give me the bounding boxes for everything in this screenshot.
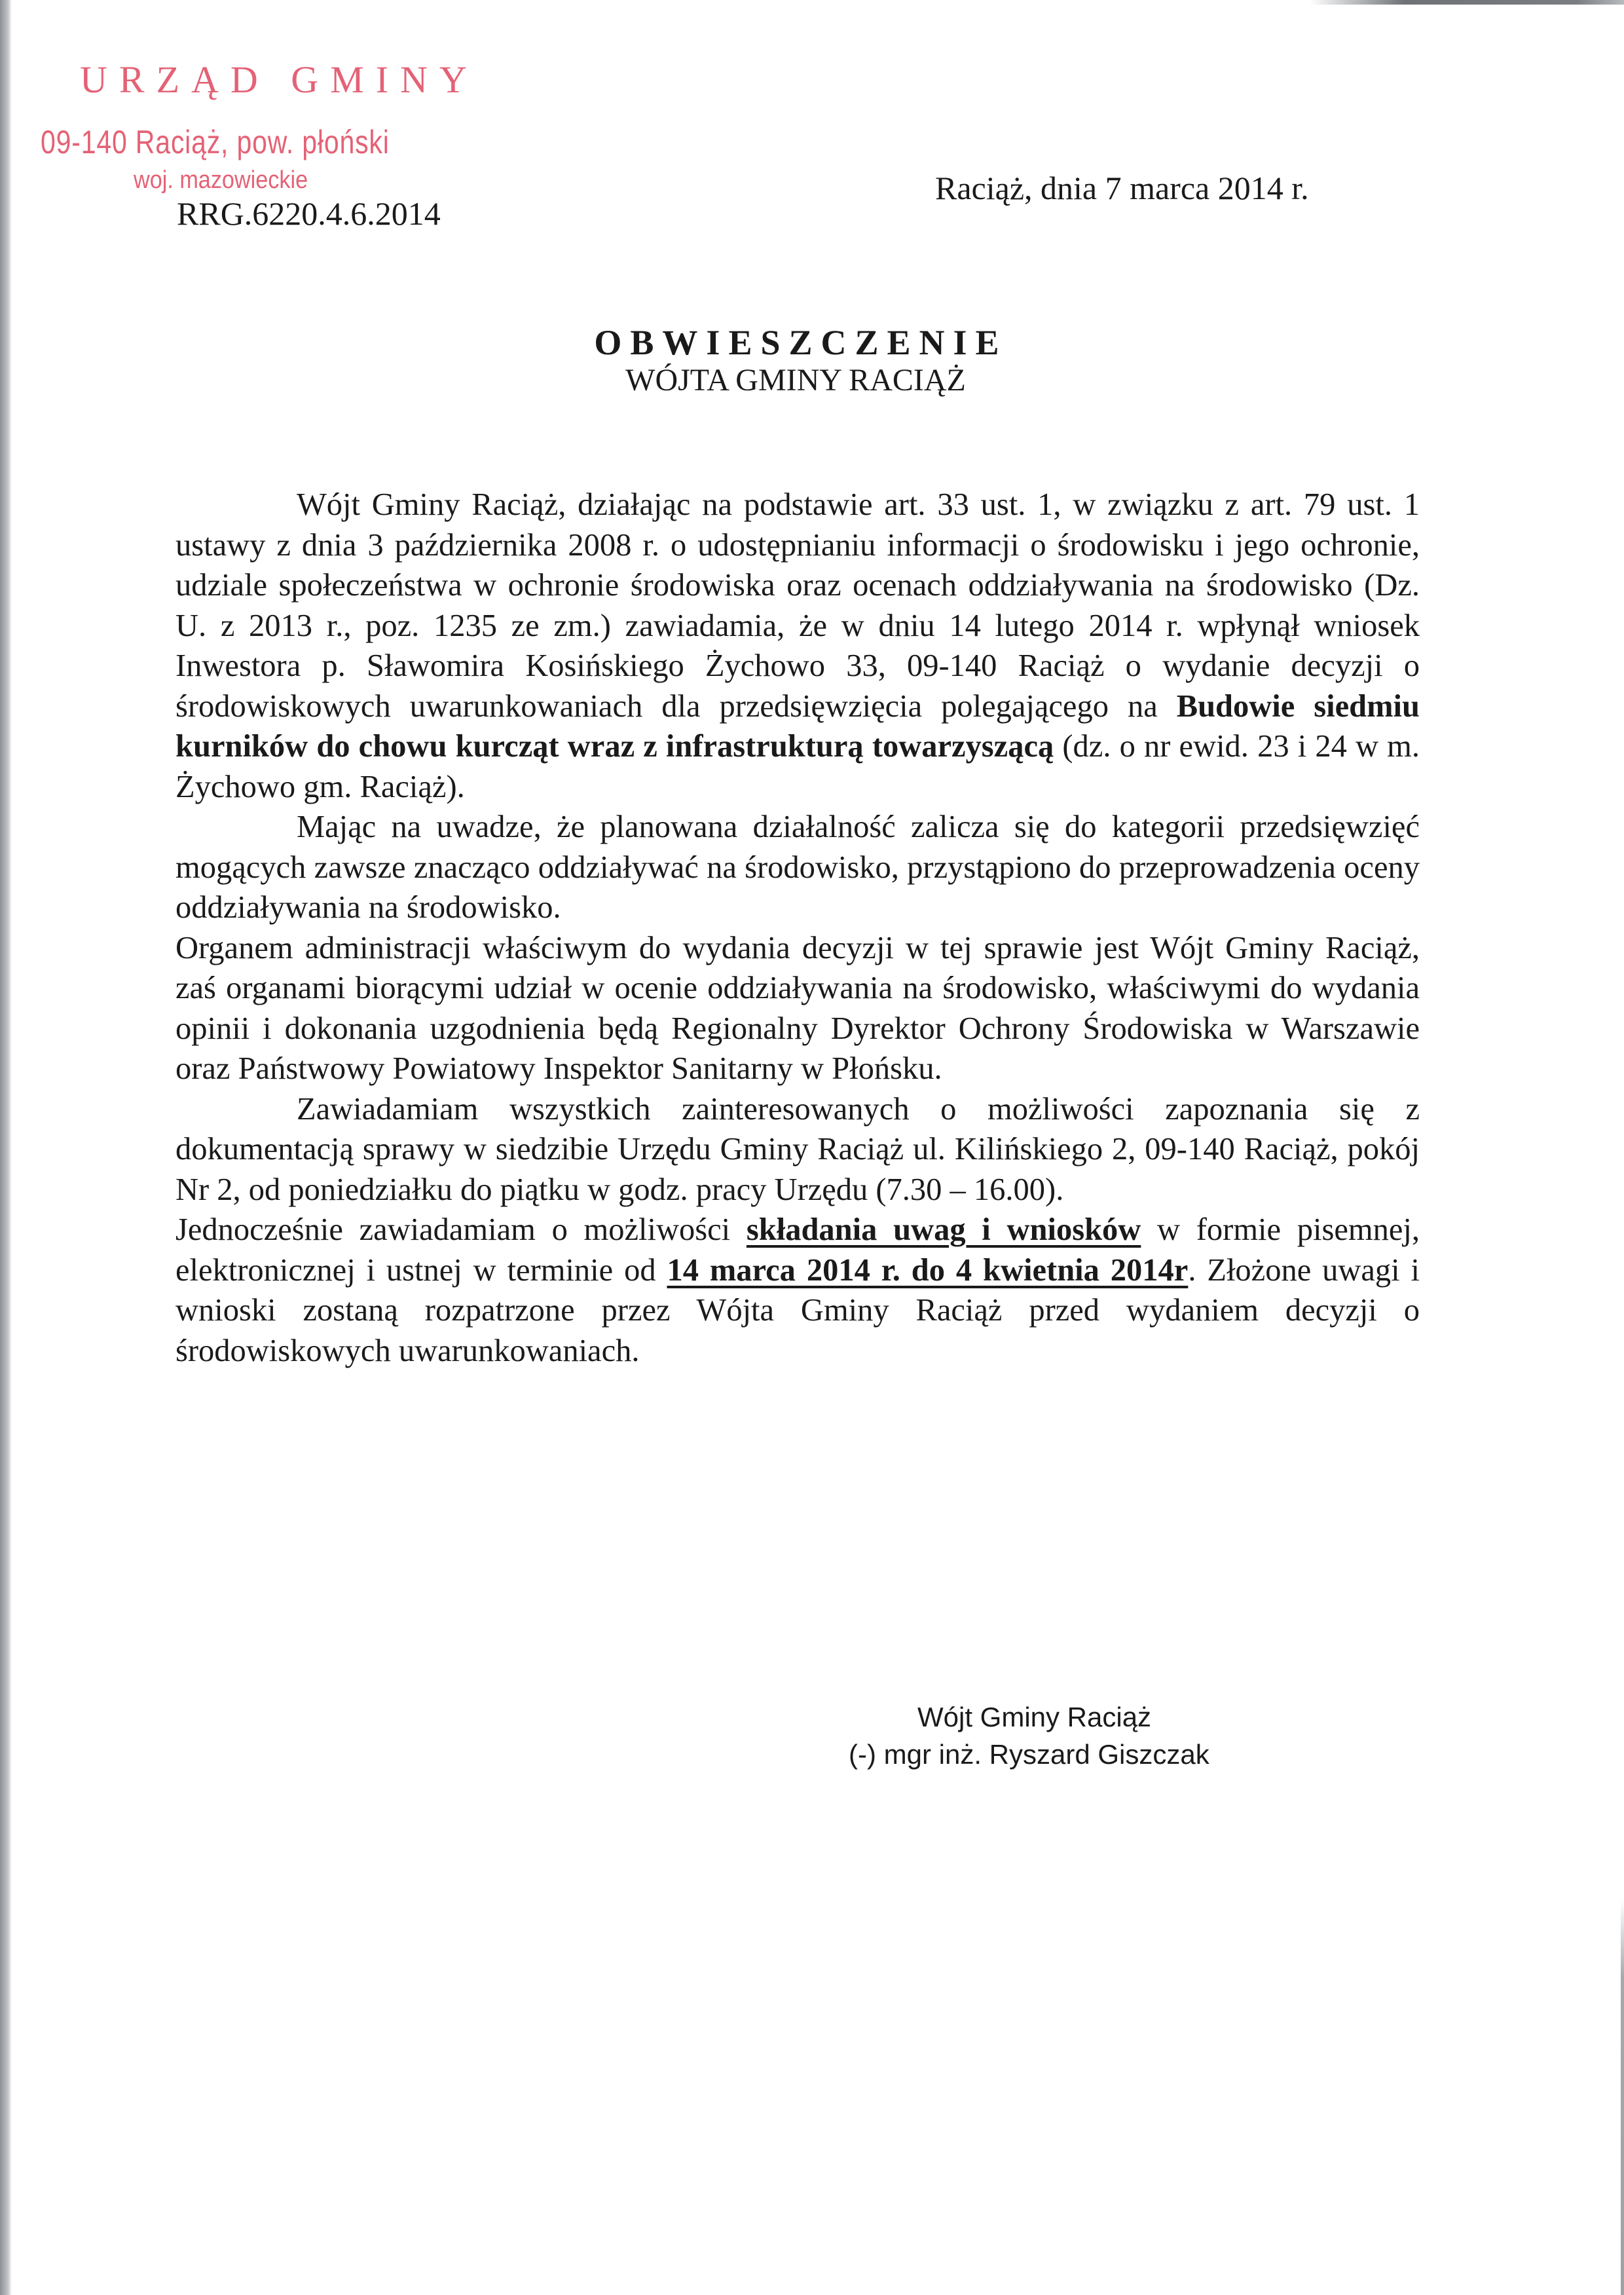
paragraph-comments-form: w formie pisemnej, elektronicznej i ustnej w terminie od	[175, 1212, 1420, 1288]
scan-edge-right	[1621, 1899, 1624, 2295]
scan-edge-top	[1310, 0, 1624, 5]
paragraph-authorities: Organem administracji właściwym do wydania decyzji w tej sprawie jest Wójt Gminy Raciąż, zaś organami biorącymi udział w ocenie oddziaływania na środowisko, właściwymi do wydania opinii i dokonania uzgodnienia będą Regionalny Dyrektor Ochrony Środowiska w Warszawie oraz Państwowy Powiatowy Inspektor Sanitarny w Płońsku.	[175, 930, 1420, 1086]
paragraph-application-text: Wójt Gminy Raciąż, działając na podstawie art. 33 ust. 1, w związku z art. 79 ust. 1 ustawy z dnia 3 października 2008 r. o udostępnianiu informacji o środowisku i jego ochronie, udziale społeczeństwa w ochronie środowiska oraz ocenach oddziaływania na środowisko (Dz. U. z 2013 r., poz. 1235 ze zm.) zawiadamia, że w dniu 14 lutego 2014 r. wpłynął wniosek Inwestora p. Sławomira Kosińskiego Żychowo 33, 09-140 Raciąż o wydanie decyzji o środowiskowych uwarunkowaniach dla przedsięwzięcia polegającego na	[175, 487, 1420, 724]
document-subtitle-text: WÓJTA GMINY RACIĄŻ	[625, 363, 966, 398]
paragraph-comments-closing: . Złożone uwagi i wnioski zostaną rozpatrzone przez Wójta Gminy Raciąż przed wydaniem decyzji o środowiskowych uwarunkowaniach.	[175, 1252, 1420, 1368]
paragraph-application	[175, 485, 1420, 807]
stamp-voivodeship: woj. mazowieckie	[134, 166, 308, 194]
paragraph-application-plots: (dz. o nr ewid. 23 i 24 w m. Żychowo gm. Raciąż).	[175, 729, 1420, 804]
stamp-office-name: URZĄD GMINY	[80, 58, 479, 101]
project-description: Budowie siedmiu kurników do chowu kurcząt wraz z infrastrukturą towarzyszącą	[175, 688, 1420, 764]
notice-body	[175, 485, 1420, 1371]
paragraph-documentation: Zawiadamiam wszystkich zainteresowanych o możliwości zapoznania się z dokumentacją sprawy w siedzibie Urzędu Gminy Raciąż ul. Kilińskiego 2, 09-140 Raciąż, pokój Nr 2, od poniedziałku do piątku w godz. pracy Urzędu (7.30 – 16.00).	[175, 1091, 1420, 1207]
comments-submission-highlight: składania uwag i wniosków	[746, 1212, 1141, 1247]
signature-title: Wójt Gminy Raciąż	[917, 1702, 1152, 1732]
paragraph-assessment: Mając na uwadze, że planowana działalność zalicza się do kategorii przedsięwzięć mogących zawsze znacząco oddziaływać na środowisko, przystąpiono do przeprowadzenia oceny oddziaływania na środowisko.	[175, 810, 1420, 925]
document-subtitle	[0, 362, 1624, 398]
document-title-text: OBWIESZCZENIE	[594, 323, 1008, 362]
stamp-address: 09-140 Raciąż, pow. płoński	[41, 124, 390, 160]
document-title	[0, 322, 1624, 363]
reference-number: RRG.6220.4.6.2014	[177, 195, 441, 232]
place-date: Raciąż, dnia 7 marca 2014 r.	[935, 170, 1309, 206]
paragraph-comments-text: Jednocześnie zawiadamiam o możliwości	[175, 1212, 747, 1247]
signature-name: (-) mgr inż. Ryszard Giszczak	[849, 1739, 1209, 1770]
comments-deadline: 14 marca 2014 r. do 4 kwietnia 2014r	[667, 1252, 1189, 1288]
paragraph-comments	[175, 1210, 1420, 1371]
